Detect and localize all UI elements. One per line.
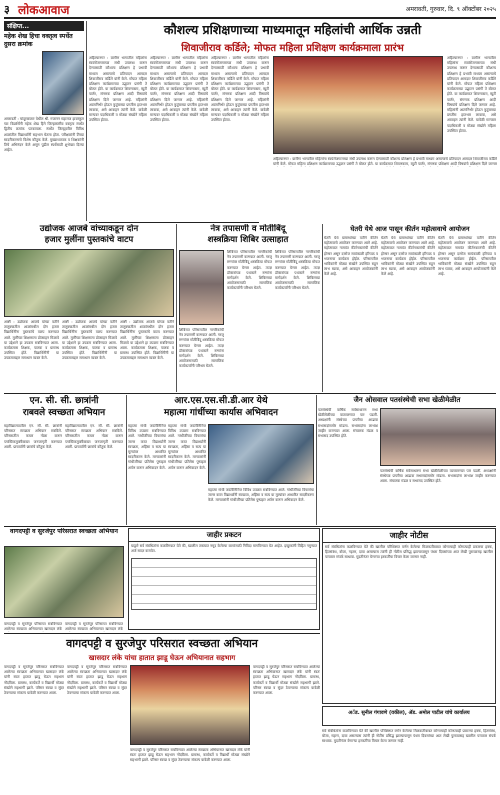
library-photo — [4, 249, 174, 317]
ncc-body-col-1: महाविद्यालयातील एन. सी. सी. छात्रांनी परिसरात स्वच्छता अभियान राबविले. परिसरातील कचरा गोळा करून प्लास्टिकमुक्तीबाबत जनजागृती करण्यात आली. प्राचार्यांनी छात्रांचे कौतुक केले. — [4, 424, 62, 449]
sidebar-brief — [4, 21, 84, 221]
kirtan-body-col-2: घेतरी येथे ग्रामस्थांच्या वतीने कीर्तन महोत्सवाचे आयोजन करण्यात आले आहे. महोत्सवात नामवंत कीर्तनकारांची कीर्तने होणार असून दररोज सायंकाळी हरिपाठ व भजनाचा कार्यक्रम होईल. परिसरातील भाविकांनी मोठ्या संख्येने उपस्थित राहून लाभ घ्यावा, असे आवाहन आयोजकांनी केले आहे. — [381, 236, 435, 277]
eye-camp-headline: नेत्र तपासणी व मोतीबिंदू शस्त्रक्रिया शिबिर उत्साहात — [207, 224, 289, 245]
library-body-col-2: आष्टी : उद्योजक आजबे यांच्या वतीने तालुक्यातील शाळांमधील दोन हजार विद्यार्थिनींना पुस्तकांचे वाटप करण्यात आले. मुलींच्या शिक्षणाला प्रोत्साहन मिळावे या उद्देशाने हा उपक्रम राबविण्यात आला. कार्यक्रमास शिक्षक, पालक व ग्रामस्थ उपस्थित होते. विद्यार्थिनींनी या उपक्रमाबद्दल समाधान व्यक्त केले. — [62, 320, 117, 361]
page-number: ३ — [4, 3, 10, 16]
eye-camp-body-col-3: शिबिरात परिसरातील नागरिकांची नेत्र तपासणी करण्यात आली. गरजू रुग्णांवर मोतीबिंदू शस्त्रक्रिया मोफत करण्यात येणार आहेत. तज्ज्ञ डॉक्टरांच्या पथकाने रुग्णांना मार्गदर्शन केले. शिबिराच्या आयोजनासाठी सामाजिक कार्यकर्त्यांनी परिश्रम घेतले. — [179, 328, 224, 369]
eye-camp-body-col-2: शिबिरात परिसरातील नागरिकांची नेत्र तपासणी करण्यात आली. गरजू रुग्णांवर मोतीबिंदू शस्त्रक्रिया मोफत करण्यात येणार आहेत. तज्ज्ञ डॉक्टरांच्या पथकाने रुग्णांना मार्गदर्शन केले. शिबिराच्या आयोजनासाठी सामाजिक कार्यकर्त्यांनी परिश्रम घेतले. — [275, 250, 320, 291]
notice-body: सर्व संबंधितांना कळविण्यात येते की खालील परिशिष्टात वर्णन केलेल्या मिळकतीबाबत कोणाचाही कोणत्याही प्रकारचा हक्क, हितसंबंध, बोजा, गहाण, दावा असल्यास त्यांनी ही नोटीस प्रसिद्ध झाल्यापासून पंधरा दिवसांच्या आत लेखी पुराव्यासह खालील पत्त्यावर संपर्क साधावा. मुदतीनंतर येणाऱ्या हरकतींचा विचार केला जाणार नाही. — [325, 545, 493, 560]
lead-subhead: शिवाजीराव कर्डिले; मोफत महिला प्रशिक्षण कार्यक्रमाला प्रारंभ — [181, 43, 404, 54]
lead-body-col-2: अहिल्यानगर : ग्रामीण भागातील महिलांना स्वयंरोजगाराच्या संधी उपलब्ध करून देण्यासाठी कौशल्य प्रशिक्षण हे प्रभावी माध्यम असल्याचे प्रतिपादन आमदार शिवाजीराव कर्डिले यांनी केले. मोफत महिला प्रशिक्षण कार्यक्रमाच्या उद्घाटन प्रसंगी ते बोलत होते. या कार्यक्रमात शिवणकाम, ब्युटी पार्लर, संगणक प्रशिक्षण आदी विषयांचे प्रशिक्षण दिले जाणार आहे. महिलांनी आत्मनिर्भर होऊन कुटुंबाच्या प्रगतीस हातभार लावावा, असे आवाहन त्यांनी केले. यावेळी मान्यवर पदाधिकारी व मोठ्या संख्येने महिला उपस्थित होत्या. — [150, 56, 208, 123]
bottom-lead-main-headline: वागदपट्टी व सुरजेपुर परिसरात स्वच्छता अभियान — [66, 637, 258, 650]
ad-table — [131, 558, 317, 610]
bottom-lead-headline: वागदपट्टी व सुरजेपुर परिसरात स्वच्छता अभियान — [10, 528, 118, 535]
advertisement-box — [128, 528, 320, 630]
gandhi-body-col-1: महात्मा गांधी जयंतीनिमित्त विविध उपक्रम राबविण्यात आले. गांधीजींच्या विचारांचा जागर करत विद्यार्थ्यांनी स्वच्छता, अहिंसा व सत्य या मूल्यांवर आधारित सादरीकरण केले. मान्यवरांनी गांधीजींच्या प्रतिमेस पुष्पहार अर्पण करून अभिवादन केले. — [128, 424, 166, 470]
eye-camp-body-col-1: शिबिरात परिसरातील नागरिकांची नेत्र तपासणी करण्यात आली. गरजू रुग्णांवर मोतीबिंदू शस्त्रक्रिया मोफत करण्यात येणार आहेत. तज्ज्ञ डॉक्टरांच्या पथकाने रुग्णांना मार्गदर्शन केले. शिबिराच्या आयोजनासाठी सामाजिक कार्यकर्त्यांनी परिश्रम घेतले. — [227, 250, 272, 291]
gandhi-photo — [208, 424, 314, 484]
bottom-lead-body-col-2: वागदपट्टी व सुरजेपुर परिसरात राबविण्यात आलेल्या स्वच्छता अभियानात खासदार लंके यांनी स्वतः हातात झाडू घेऊन सहभाग नोंदविला. ग्रामस्थ, कार्यकर्ते व विद्यार्थी मोठ्या संख्येने सहभागी झाले. परिसर स्वच्छ व सुंदर ठेवण्याचा संकल्प यावेळी करण्यात आला. — [67, 665, 127, 696]
bottom-lead-body-col-b: वागदपट्टी व सुरजेपुर परिसरात राबविण्यात आलेल्या स्वच्छता अभियानात खासदार लंके — [65, 622, 123, 632]
jain-body-col-2: पतसंस्थेची वार्षिक सर्वसाधारण सभा खेळीमेळीच्या वातावरणात पार पडली. अध्यक्षांनी संस्थेच्या प्रगतीचा आढावा सभासदांसमोर मांडला. सभासदांना लाभांश जाहीर करण्यात आला. संचालक मंडळ व सभासद उपस्थित होते. — [380, 469, 496, 484]
lead-body-col-3: अहिल्यानगर : ग्रामीण भागातील महिलांना स्वयंरोजगाराच्या संधी उपलब्ध करून देण्यासाठी कौशल्य प्रशिक्षण हे प्रभावी माध्यम असल्याचे प्रतिपादन आमदार शिवाजीराव कर्डिले यांनी केले. मोफत महिला प्रशिक्षण कार्यक्रमाच्या उद्घाटन प्रसंगी ते बोलत होते. या कार्यक्रमात शिवणकाम, ब्युटी पार्लर, संगणक प्रशिक्षण आदी विषयांचे प्रशिक्षण दिले जाणार आहे. महिलांनी आत्मनिर्भर होऊन कुटुंबाच्या प्रगतीस हातभार लावावा, असे आवाहन त्यांनी केले. यावेळी मान्यवर पदाधिकारी व मोठ्या संख्येने महिला उपस्थित होत्या. — [211, 56, 269, 123]
notice-signature: अॅड. सुनील गंगावणे (वकील), ॲड. अमोल पाटील यांचे कार्यालय — [322, 706, 496, 726]
sidebar-label: संक्षिप्त... — [4, 21, 84, 31]
jain-headline: जैन ओसवाल पतसंस्थेची सभा खेळीमेळीत — [318, 395, 496, 405]
lead-headline: कौशल्य प्रशिक्षणाच्या माध्यमातून महिलांची आर्थिक उन्नती — [163, 22, 422, 37]
kirtan-headline: घेतरी येथे आज पासून कीर्तन महोत्सवाचे आयोजन — [350, 225, 470, 233]
newspaper-logo: लोकआवाज — [18, 3, 70, 17]
ncc-body-col-2: महाविद्यालयातील एन. सी. सी. छात्रांनी परिसरात स्वच्छता अभियान राबविले. परिसरातील कचरा गोळा करून प्लास्टिकमुक्तीबाबत जनजागृती करण्यात आली. प्राचार्यांनी छात्रांचे कौतुक केले. — [65, 424, 123, 449]
ncc-headline: एन. सी. सी. छात्रांनी राबवले स्वच्छता अभियान — [22, 396, 106, 418]
dateline: अमरावती, गुरुवार, दि. ९ ऑक्टोंबर २०२५ — [405, 6, 496, 13]
sidebar-body: अमरावती : चांदूरबाजार येथील श्री. गजानन महाराज हायस्कूल च्या विद्यार्थिनी महेक शेख हिने जिल्हास्तरीय वक्तृत्व स्पर्धेत द्वितीय क्रमांक पटकावला. स्पर्धेत जिल्ह्यातील विविध शाळांतील विद्यार्थ्यांनी सहभाग घेतला होता. परीक्षकांनी तिच्या सादरीकरणाचे विशेष कौतुक केले. मुख्याध्यापक व शिक्षकांनी तिचे अभिनंदन केले असून पुढील स्पर्धेसाठी शुभेच्छा दिल्या आहेत. — [4, 117, 84, 153]
library-headline: उद्योजक आजबे वांच्याकडून दोन हजार मुलींना पुस्तकांचे वाटप — [39, 224, 139, 245]
bottom-lead-photo-2 — [130, 665, 250, 745]
bottom-right-filler: सर्व संबंधितांना कळविण्यात येते की खालील परिशिष्टात वर्णन केलेल्या मिळकतीबाबत कोणाचाही कोणत्याही प्रकारचा हक्क, हितसंबंध, बोजा, गहाण, दावा असल्यास त्यांनी ही नोटीस प्रसिद्ध झाल्यापासून पंधरा दिवसांच्या आत लेखी पुराव्यासह खालील पत्त्यावर संपर्क साधावा. मुदतीनंतर येणाऱ्या हरकतींचा विचार केला जाणार नाही. — [322, 729, 496, 744]
gandhi-headline: आर.एस.एस.सी.डी.आर येथे महात्मा गांधींच्या कार्यास अभिवादन — [163, 396, 279, 418]
bottom-lead-body-col-3: वागदपट्टी व सुरजेपुर परिसरात राबविण्यात आलेल्या स्वच्छता अभियानात खासदार लंके यांनी स्वतः हातात झाडू घेऊन सहभाग नोंदविला. ग्रामस्थ, कार्यकर्ते व विद्यार्थी मोठ्या संख्येने सहभागी झाले. परिसर स्वच्छ व सुंदर ठेवण्याचा संकल्प यावेळी करण्यात आला. — [130, 748, 250, 763]
notice-box — [322, 528, 496, 704]
gandhi-body-col-2: महात्मा गांधी जयंतीनिमित्त विविध उपक्रम राबविण्यात आले. गांधीजींच्या विचारांचा जागर करत विद्यार्थ्यांनी स्वच्छता, अहिंसा व सत्य या मूल्यांवर आधारित सादरीकरण केले. मान्यवरांनी गांधीजींच्या प्रतिमेस पुष्पहार अर्पण करून अभिवादन केले. — [168, 424, 206, 470]
eye-camp-photo — [179, 250, 224, 325]
bottom-lead-body-col-1: वागदपट्टी व सुरजेपुर परिसरात राबविण्यात आलेल्या स्वच्छता अभियानात खासदार लंके यांनी स्वतः हातात झाडू घेऊन सहभाग नोंदविला. ग्रामस्थ, कार्यकर्ते व विद्यार्थी मोठ्या संख्येने सहभागी झाले. परिसर स्वच्छ व सुंदर ठेवण्याचा संकल्प यावेळी करण्यात आला. — [4, 665, 64, 696]
sidebar-photo — [42, 51, 84, 115]
kirtan-body-col-1: घेतरी येथे ग्रामस्थांच्या वतीने कीर्तन महोत्सवाचे आयोजन करण्यात आले आहे. महोत्सवात नामवंत कीर्तनकारांची कीर्तने होणार असून दररोज सायंकाळी हरिपाठ व भजनाचा कार्यक्रम होईल. परिसरातील भाविकांनी मोठ्या संख्येने उपस्थित राहून लाभ घ्यावा, असे आवाहन आयोजकांनी केले आहे. — [324, 236, 378, 277]
bottom-lead-photo — [4, 546, 124, 618]
jain-photo — [380, 408, 496, 466]
notice-headline: जाहीर नोटीस — [323, 529, 495, 543]
gandhi-body-col-3: महात्मा गांधी जयंतीनिमित्त विविध उपक्रम राबविण्यात आले. गांधीजींच्या विचारांचा जागर करत विद्यार्थ्यांनी स्वच्छता, अहिंसा व सत्य या मूल्यांवर आधारित सादरीकरण केले. मान्यवरांनी गांधीजींच्या प्रतिमेस पुष्पहार अर्पण करून अभिवादन केले. — [208, 488, 314, 503]
kirtan-body-col-3: घेतरी येथे ग्रामस्थांच्या वतीने कीर्तन महोत्सवाचे आयोजन करण्यात आले आहे. महोत्सवात नामवंत कीर्तनकारांची कीर्तने होणार असून दररोज सायंकाळी हरिपाठ व भजनाचा कार्यक्रम होईल. परिसरातील भाविकांनी मोठ्या संख्येने उपस्थित राहून लाभ घ्यावा, असे आवाहन आयोजकांनी केले आहे. — [438, 236, 496, 277]
lead-body-col-5: अहिल्यानगर : ग्रामीण भागातील महिलांना स्वयंरोजगाराच्या संधी उपलब्ध करून देण्यासाठी कौशल्य प्रशिक्षण हे प्रभावी माध्यम असल्याचे प्रतिपादन आमदार शिवाजीराव कर्डिले यांनी केले. मोफत महिला प्रशिक्षण कार्यक्रमाच्या उद्घाटन प्रसंगी ते बोलत होते. या कार्यक्रमात शिवणकाम, ब्युटी पार्लर, संगणक प्रशिक्षण आदी विषयांचे प्रशिक्षण दिले जाणार — [273, 157, 497, 167]
lead-photo — [273, 56, 443, 154]
lead-body-col-4: अहिल्यानगर : ग्रामीण भागातील महिलांना स्वयंरोजगाराच्या संधी उपलब्ध करून देण्यासाठी कौशल्य प्रशिक्षण हे प्रभावी माध्यम असल्याचे प्रतिपादन आमदार शिवाजीराव कर्डिले यांनी केले. मोफत महिला प्रशिक्षण कार्यक्रमाच्या उद्घाटन प्रसंगी ते बोलत होते. या कार्यक्रमात शिवणकाम, ब्युटी पार्लर, संगणक प्रशिक्षण आदी विषयांचे प्रशिक्षण दिले जाणार आहे. महिलांनी आत्मनिर्भर होऊन कुटुंबाच्या प्रगतीस हातभार लावावा, असे आवाहन त्यांनी केले. यावेळी मान्यवर पदाधिकारी व मोठ्या संख्येने महिला उपस्थित होत्या. — [447, 56, 496, 133]
bottom-lead-body-col-a: वागदपट्टी व सुरजेपुर परिसरात राबविण्यात आलेल्या स्वच्छता अभियानात खासदार लंके — [4, 622, 62, 632]
ad-headline: जाहीर प्रकटन — [129, 529, 319, 542]
library-body-col-3: आष्टी : उद्योजक आजबे यांच्या वतीने तालुक्यातील शाळांमधील दोन हजार विद्यार्थिनींना पुस्तकांचे वाटप करण्यात आले. मुलींच्या शिक्षणाला प्रोत्साहन मिळावे या उद्देशाने हा उपक्रम राबविण्यात आला. कार्यक्रमास शिक्षक, पालक व ग्रामस्थ उपस्थित होते. विद्यार्थिनींनी या उपक्रमाबद्दल समाधान व्यक्त केले. — [120, 320, 174, 361]
jain-body-col-1: पतसंस्थेची वार्षिक सर्वसाधारण सभा खेळीमेळीच्या वातावरणात पार पडली. अध्यक्षांनी संस्थेच्या प्रगतीचा आढावा सभासदांसमोर मांडला. सभासदांना लाभांश जाहीर करण्यात आला. संचालक मंडळ व सभासद उपस्थित होते. — [318, 408, 378, 439]
bottom-lead-body-col-4: वागदपट्टी व सुरजेपुर परिसरात राबविण्यात आलेल्या स्वच्छता अभियानात खासदार लंके यांनी स्वतः हातात झाडू घेऊन सहभाग नोंदविला. ग्रामस्थ, कार्यकर्ते व विद्यार्थी मोठ्या संख्येने सहभागी झाले. परिसर स्वच्छ व सुंदर ठेवण्याचा संकल्प यावेळी करण्यात आला. — [253, 665, 320, 696]
ad-body: याद्वारे सर्व संबंधितांना कळविण्यात येते की, खालील तक्त्यात नमूद केलेल्या कामांसाठी निविदा मागविण्यात येत आहेत. इच्छुकांनी विहित नमुन्यात अर्ज सादर करावेत. — [131, 544, 317, 554]
library-body-col-1: आष्टी : उद्योजक आजबे यांच्या वतीने तालुक्यातील शाळांमधील दोन हजार विद्यार्थिनींना पुस्तकांचे वाटप करण्यात आले. मुलींच्या शिक्षणाला प्रोत्साहन मिळावे या उद्देशाने हा उपक्रम राबविण्यात आला. कार्यक्रमास शिक्षक, पालक व ग्रामस्थ उपस्थित होते. विद्यार्थिनींनी या उपक्रमाबद्दल समाधान व्यक्त केले. — [4, 320, 59, 361]
bottom-lead-subhead: खासदार लंके यांचा हातात झाडू घेऊन अभियानात सहभाग — [88, 653, 236, 662]
masthead — [4, 2, 496, 16]
sidebar-headline: महेक शेख हिचा वक्तृत्व स्पर्धेत दुसरा क्रमांक — [4, 33, 73, 48]
lead-body-col-1: अहिल्यानगर : ग्रामीण भागातील महिलांना स्वयंरोजगाराच्या संधी उपलब्ध करून देण्यासाठी कौशल्य प्रशिक्षण हे प्रभावी माध्यम असल्याचे प्रतिपादन आमदार शिवाजीराव कर्डिले यांनी केले. मोफत महिला प्रशिक्षण कार्यक्रमाच्या उद्घाटन प्रसंगी ते बोलत होते. या कार्यक्रमात शिवणकाम, ब्युटी पार्लर, संगणक प्रशिक्षण आदी विषयांचे प्रशिक्षण दिले जाणार आहे. महिलांनी आत्मनिर्भर होऊन कुटुंबाच्या प्रगतीस हातभार लावावा, असे आवाहन त्यांनी केले. यावेळी मान्यवर पदाधिकारी व मोठ्या संख्येने महिला उपस्थित होत्या. — [89, 56, 147, 123]
